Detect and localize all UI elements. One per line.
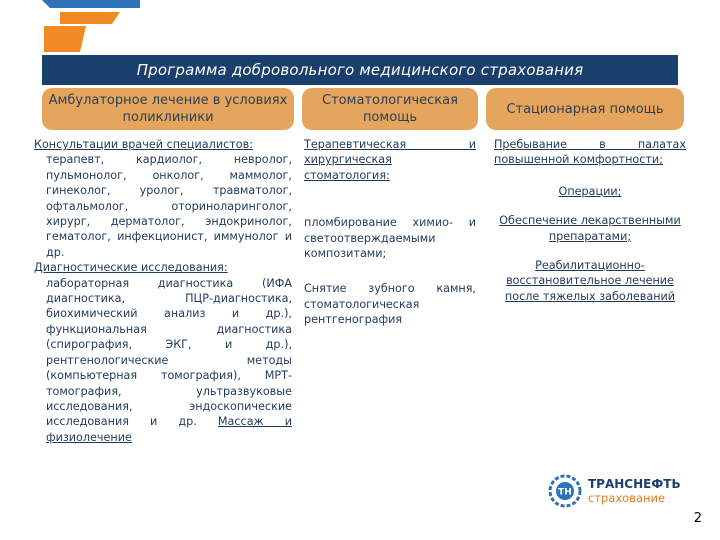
column-header-dental-label: Стоматологическая помощь xyxy=(322,93,458,125)
corner-logo-orange-block-lower xyxy=(44,26,86,52)
diagnostics-list xyxy=(34,276,292,445)
inpatient-item-comfort: Пребывание в палатах повышенной комфортности; xyxy=(494,138,686,167)
consultations-label: Консультации врачей специалистов: xyxy=(34,138,253,151)
column-dental-text xyxy=(304,137,476,328)
dental-item-therapeutic xyxy=(304,137,476,183)
brand-subtitle: страхование xyxy=(588,491,666,505)
inpatient-item-operations: Операции; xyxy=(558,184,622,198)
inpatient-item-rehab: Реабилитационно-восстановительное лечение после тяжелых заболеваний xyxy=(504,259,676,303)
dental-item-therapeutic-text: Терапевтическая и хирургическая стоматология: xyxy=(304,138,476,182)
massage-label: Массаж и физиолечение xyxy=(46,415,292,444)
column-header-inpatient-label: Стационарная помощь xyxy=(506,101,664,117)
title-bar xyxy=(42,55,678,85)
transneft-emblem-icon xyxy=(548,474,582,508)
diagnostics-label: Диагностические исследования: xyxy=(34,261,228,275)
brand-name: ТРАНСНЕФТЬ xyxy=(588,477,681,491)
diagnostics-paragraph xyxy=(34,260,292,275)
column-header-outpatient xyxy=(42,88,294,130)
consultations-paragraph xyxy=(34,137,292,152)
column-header-inpatient xyxy=(486,88,684,130)
corner-logo-orange-block xyxy=(60,12,120,24)
dental-item-filling: пломбирование химио- и светоотверждаемыми композитами; xyxy=(304,216,476,261)
dental-item-scaling: Снятие зубного камня, стоматологическая рентгенография xyxy=(304,282,476,327)
svg-text:ТН: ТН xyxy=(558,487,572,498)
page-title: Программа добровольного медицинского страхования xyxy=(136,61,584,79)
diagnostics-text: лабораторная диагностика (ИФА диагностика, ПЦР-диагностика, биохимический анализ и др.), функциональная диагностика (спирография, ЭКГ, и др.), рентгенологические методы (компьютерная томография), МРТ-томография, ультразвуковые исследования, эндоскопические исследования и др. xyxy=(46,276,292,429)
column-outpatient-text xyxy=(34,137,292,445)
transneft-brand xyxy=(548,474,681,508)
page-number: 2 xyxy=(693,511,702,526)
corner-logo-graphic xyxy=(0,0,140,60)
column-header-outpatient-label: Амбулаторное лечение в условиях поликлиники xyxy=(48,93,288,125)
column-inpatient-text xyxy=(494,137,686,304)
inpatient-item-medications: Обеспечение лекарственными препаратами; xyxy=(499,214,681,243)
corner-logo-blue-stripe xyxy=(42,0,140,8)
consultations-list: терапевт, кардиолог, невролог, пульмонолог, онколог, маммолог, гинеколог, уролог, травматолог, офтальмолог, оториноларинголог, хирург, дерматолог, эндокринолог, гематолог, инфекционист, иммунолог и др. xyxy=(46,153,292,259)
column-header-dental xyxy=(302,88,478,130)
